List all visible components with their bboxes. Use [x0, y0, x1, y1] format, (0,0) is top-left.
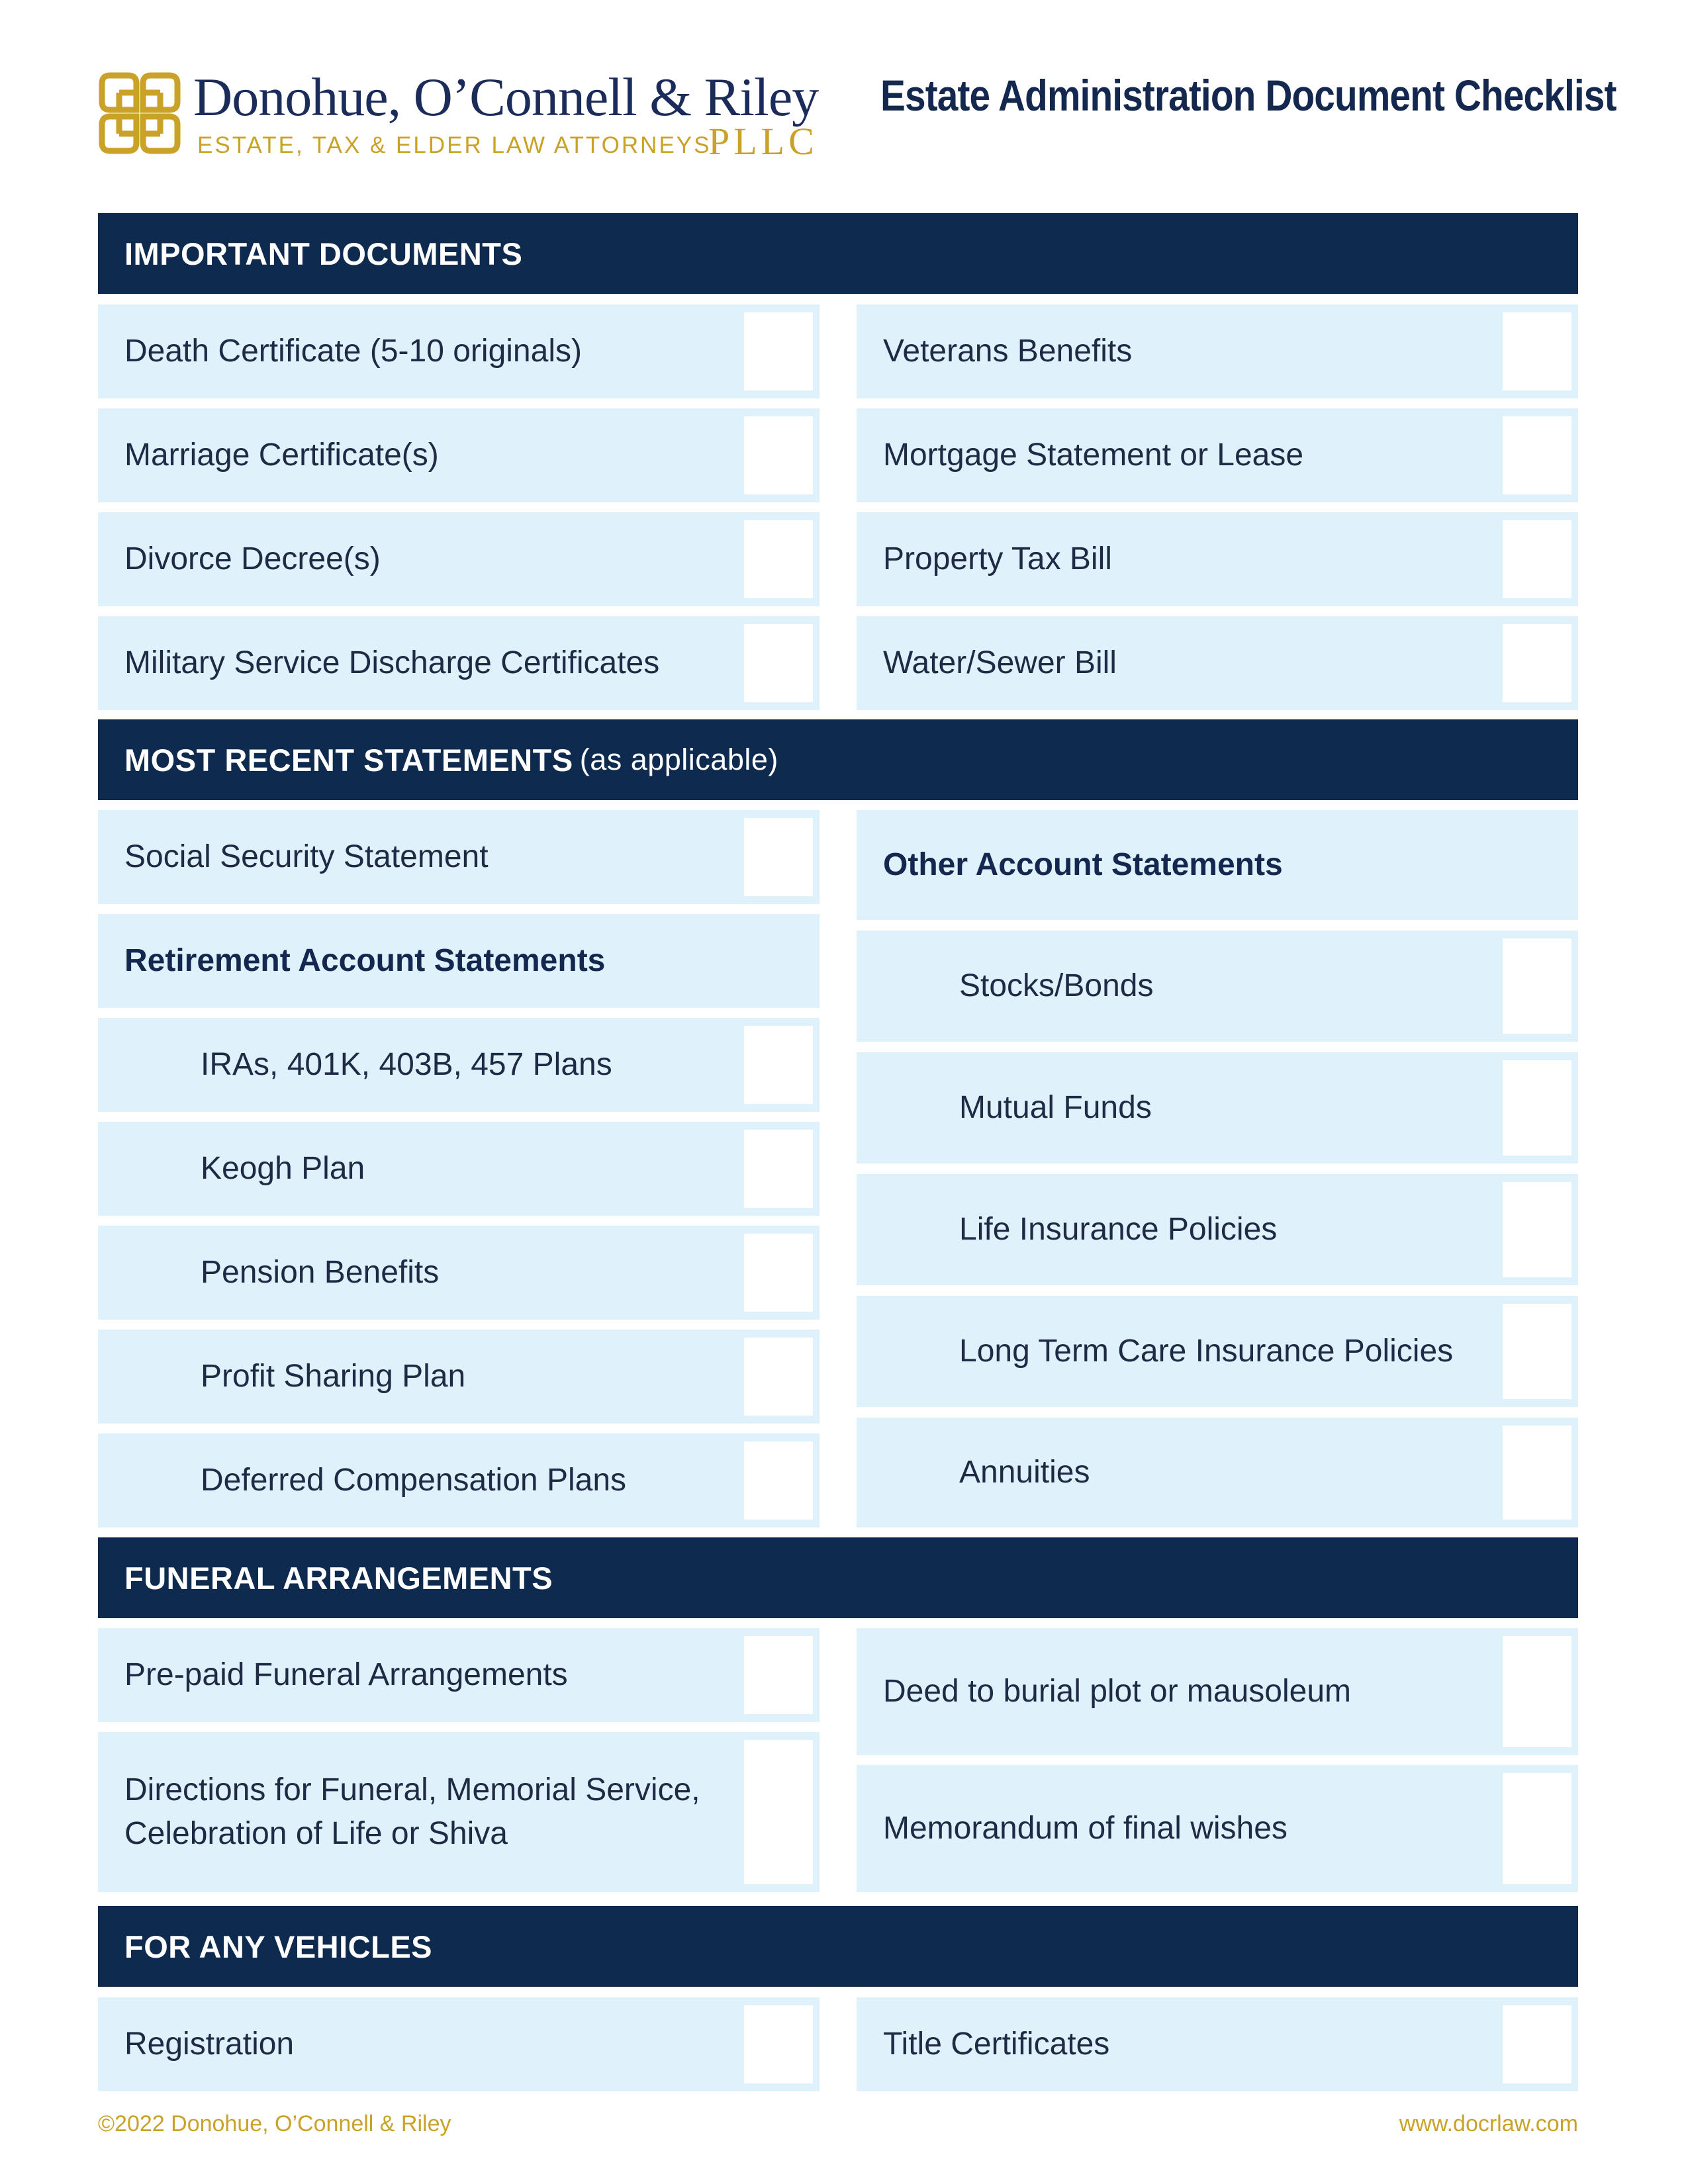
checklist-row	[98, 512, 820, 606]
item-label: Social Security Statement	[124, 839, 489, 874]
section-header-important-documents	[98, 213, 1578, 294]
group-heading-retirement	[98, 914, 820, 1008]
checkbox[interactable]	[744, 1338, 813, 1416]
checklist-row	[857, 512, 1578, 606]
checkbox[interactable]	[744, 1234, 813, 1312]
firm-suffix: PLLC	[708, 120, 818, 163]
item-label: Profit Sharing Plan	[201, 1359, 466, 1394]
checklist-row	[98, 810, 820, 904]
group-heading-label: Retirement Account Statements	[124, 943, 606, 978]
checkbox[interactable]	[1503, 1773, 1571, 1884]
section-title: FUNERAL ARRANGEMENTS	[124, 1560, 553, 1596]
group-heading-other-accounts	[857, 810, 1578, 920]
checkbox[interactable]	[1503, 1636, 1571, 1747]
checkbox[interactable]	[744, 1740, 813, 1884]
firm-name: Donohue, O’Connell & Riley	[193, 67, 819, 127]
checkbox[interactable]	[744, 520, 813, 598]
checkbox[interactable]	[1503, 1426, 1571, 1520]
section-title: FOR ANY VEHICLES	[124, 1929, 433, 1964]
footer-copyright: ©2022 Donohue, O’Connell & Riley	[98, 2111, 451, 2136]
item-label: Marriage Certificate(s)	[124, 437, 439, 473]
checklist-row	[857, 931, 1578, 1042]
checkbox[interactable]	[744, 1130, 813, 1208]
item-label: Life Insurance Policies	[959, 1212, 1278, 1247]
checklist-row	[98, 1628, 820, 1722]
item-label: Directions for Funeral, Memorial Service, Celebration of Life or Shiva	[124, 1772, 700, 1851]
item-label: Death Certificate (5-10 originals)	[124, 334, 582, 369]
checkbox[interactable]	[1503, 938, 1571, 1034]
checklist-row	[98, 1018, 820, 1112]
checklist-row	[857, 1296, 1578, 1407]
checklist-row	[98, 1122, 820, 1216]
checkbox[interactable]	[1503, 1182, 1571, 1277]
checklist-row	[857, 1628, 1578, 1755]
item-label: Pre-paid Funeral Arrangements	[124, 1657, 568, 1692]
item-label: Mutual Funds	[959, 1090, 1152, 1125]
item-label: Water/Sewer Bill	[883, 645, 1117, 680]
checkbox[interactable]	[744, 818, 813, 896]
item-label: Military Service Discharge Certificates	[124, 645, 660, 680]
checkbox[interactable]	[1503, 2005, 1571, 2083]
item-label: Deferred Compensation Plans	[201, 1463, 627, 1498]
checkbox[interactable]	[744, 2005, 813, 2083]
item-label: Divorce Decree(s)	[124, 541, 381, 576]
checkbox[interactable]	[744, 624, 813, 702]
checklist-row	[98, 408, 820, 502]
item-label: Annuities	[959, 1455, 1090, 1490]
checklist-row	[857, 1765, 1578, 1892]
checklist-row	[857, 1418, 1578, 1527]
item-label: Long Term Care Insurance Policies	[959, 1334, 1454, 1369]
firm-tagline: ESTATE, TAX & ELDER LAW ATTORNEYS	[197, 132, 712, 158]
item-label: Property Tax Bill	[883, 541, 1112, 576]
checkbox[interactable]	[1503, 624, 1571, 702]
checklist-row	[98, 616, 820, 710]
item-label: Registration	[124, 2026, 295, 2062]
checkbox[interactable]	[1503, 1304, 1571, 1399]
section-title: IMPORTANT DOCUMENTS	[124, 236, 523, 271]
checkbox[interactable]	[1503, 312, 1571, 390]
checklist-row	[98, 1330, 820, 1424]
section-title: MOST RECENT STATEMENTS	[124, 742, 573, 778]
checklist-row	[857, 408, 1578, 502]
document-title: Estate Administration Document Checklist	[880, 71, 1617, 120]
checkbox[interactable]	[744, 1441, 813, 1520]
checklist-row	[98, 1997, 820, 2091]
item-label: IRAs, 401K, 403B, 457 Plans	[201, 1047, 612, 1082]
group-heading-label: Other Account Statements	[883, 847, 1283, 882]
checkbox[interactable]	[744, 416, 813, 494]
checkbox[interactable]	[1503, 1060, 1571, 1156]
item-label: Mortgage Statement or Lease	[883, 437, 1304, 473]
section-subtitle: (as applicable)	[579, 743, 778, 776]
checklist-row	[98, 1433, 820, 1527]
checklist-row	[857, 304, 1578, 398]
checkbox[interactable]	[744, 312, 813, 390]
checklist-row	[857, 616, 1578, 710]
item-label: Stocks/Bonds	[959, 968, 1154, 1003]
checkbox[interactable]	[1503, 416, 1571, 494]
footer-website-link[interactable]: www.docrlaw.com	[1399, 2111, 1578, 2136]
item-label: Pension Benefits	[201, 1255, 440, 1290]
section-header-for-any-vehicles	[98, 1906, 1578, 1987]
firm-logo-icon	[97, 70, 183, 156]
checklist-row	[98, 1226, 820, 1320]
item-label: Deed to burial plot or mausoleum	[883, 1674, 1352, 1709]
item-label: Veterans Benefits	[883, 334, 1133, 369]
checklist-row	[857, 1174, 1578, 1285]
section-header-most-recent-statements	[98, 719, 1578, 800]
checkbox[interactable]	[744, 1636, 813, 1714]
item-label: Keogh Plan	[201, 1151, 365, 1186]
checkbox[interactable]	[744, 1026, 813, 1104]
checklist-row	[98, 304, 820, 398]
checklist-row	[857, 1052, 1578, 1163]
item-label: Title Certificates	[883, 2026, 1110, 2062]
checklist-row	[98, 1732, 820, 1892]
section-header-funeral-arrangements	[98, 1537, 1578, 1618]
checkbox[interactable]	[1503, 520, 1571, 598]
checklist-row	[857, 1997, 1578, 2091]
item-label: Memorandum of final wishes	[883, 1811, 1288, 1846]
